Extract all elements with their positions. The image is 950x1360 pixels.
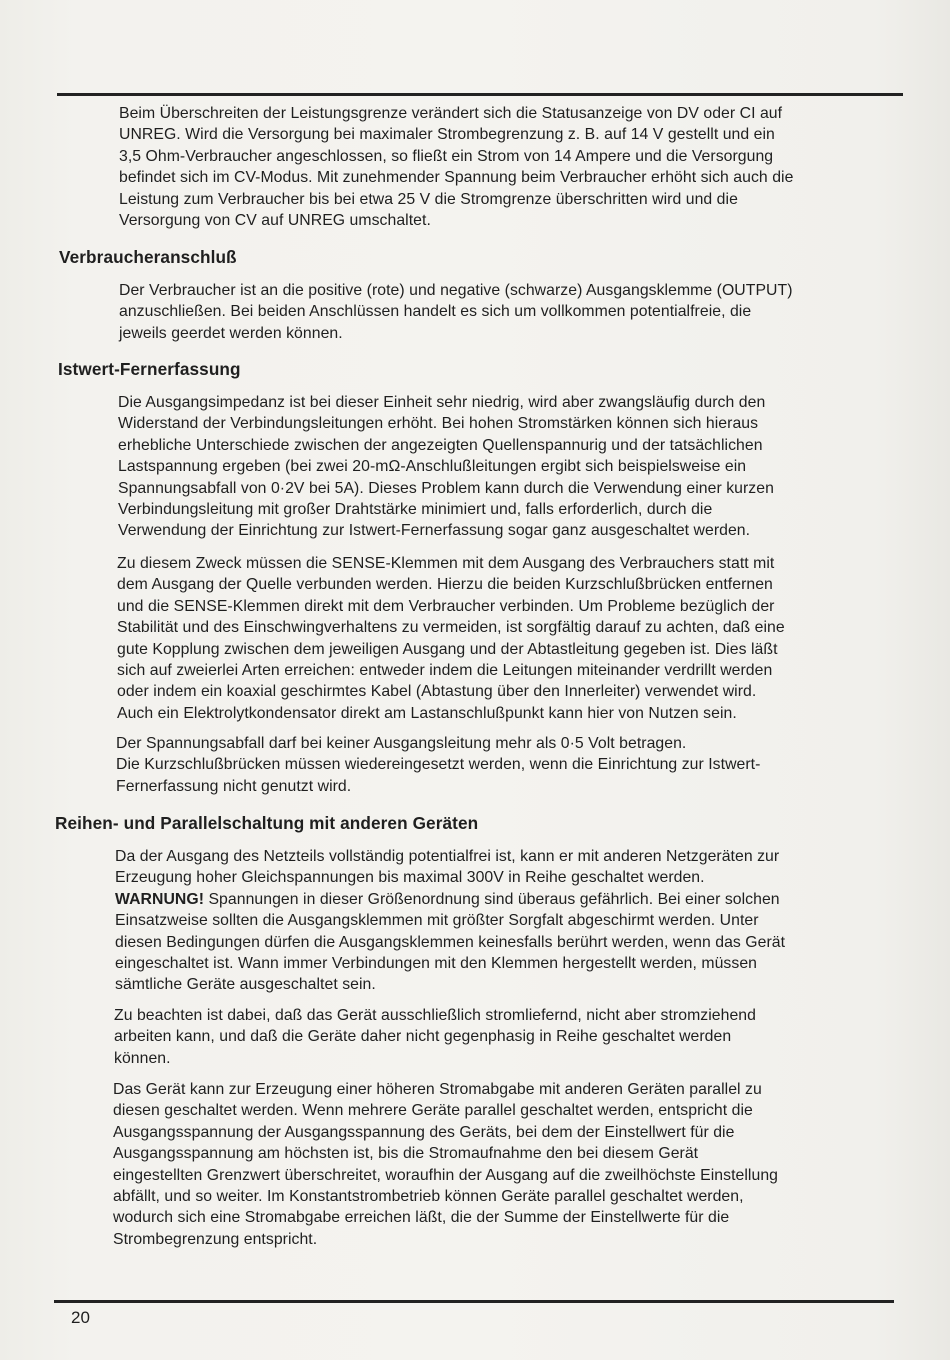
istwert-paragraph-3: Der Spannungsabfall darf bei keiner Ausgangsleitung mehr als 0·5 Volt betragen. Die Kurzschlußbrücken müssen wiedereingesetzt werden, wenn die Einrichtung zur Istwert- Fernerfassung nicht genutzt wird. [116,735,761,795]
reihen-paragraph-1 [115,846,905,996]
warning-text: Spannungen in dieser Größenordnung sind überaus gefährlich. Bei einer solchen Einsatzweise sollten die Ausgangsklemmen mit größter Sorgfalt abgeschirmt werden. Unter diesen Bedingungen dürfen die Ausgangsklemmen keinesfalls berührt werden, wenn das Gerät eingeschaltet ist. Wann immer Verbindungen mit den Klemmen hergestellt werden, müssen sämtliche Geräte ausgeschaltet sein. [115,890,786,994]
reihen-paragraph-2: Zu beachten ist dabei, daß das Gerät ausschließlich stromliefernd, nicht aber stromziehend arbeiten kann, und daß die Geräte daher nicht gegenphasig in Reihe geschaltet werden können. [114,1007,756,1067]
reihen-intro-text: Da der Ausgang des Netzteils vollständig potentialfrei ist, kann er mit anderen Netzgeräten zur Erzeugung hoher Gleichspannungen bis maximal 300V in Reihe geschaltet werden. [115,848,780,887]
reihen-paragraph-3: Das Gerät kann zur Erzeugung einer höheren Stromabgabe mit anderen Geräten parallel zu diesen geschaltet werden. Wenn mehrere Geräte parallel geschaltet werden, entspricht die Ausgangsspannung der Ausgangsspannung des Geräts, bei dem der Einstellwert für die Ausgangsspannung am höchsten ist, bis die Stromaufnahme den bei diesem Gerät eingestellten Grenzwert überschreitet, woraufhin der Ausgang auf die zweilhöchste Einstellung abfällt, und so weiter. Im Konstantstrombetrieb können Geräte parallel geschaltet werden, wodurch sich eine Stromabgabe erreichen läßt, die der Summe der Einstellwerte für die Strombegrenzung entspricht. [113,1081,778,1248]
page-number: 20 [71,1308,90,1327]
warning-label: WARNUNG! [115,890,205,908]
top-rule [57,93,903,96]
istwert-paragraph-2: Zu diesem Zweck müssen die SENSE-Klemmen mit dem Ausgang des Verbrauchers statt mit dem Ausgang der Quelle verbunden werden. Hierzu die beiden Kurzschlußbrücken entfernen und die SENSE-Klemmen direkt mit dem Verbraucher verbinden. Um Probleme bezüglich der Stabilität und des Einschwingverhaltens zu vermeiden, ist sorgfältig darauf zu achten, daß eine gute Kopplung zwischen dem jeweiligen Ausgang und der Abtastleitung gegeben ist. Dies läßt sich auf zweierlei Arten erreichen: entweder indem die Leitungen miteinander verdrillt werden oder indem ein koaxial geschirmtes Kabel (Abtastung über den Innerleiter) verwendet wird. Auch ein Elektrolytkondensator direkt am Lastanschlußpunkt kann hier von Nutzen sein. [117,555,785,722]
heading-reihen-parallelschaltung: Reihen- und Parallelschaltung mit anderen Geräten [55,813,479,833]
istwert-paragraph-1: Die Ausgangsimpedanz ist bei dieser Einheit sehr niedrig, wird aber zwangsläufig durch den Widerstand der Verbindungsleitungen erhöht. Bei hohen Stromstärken können sich hieraus erhebliche Unterschiede zwischen der angezeigten Quellenspannurig und der tatsächlichen Lastspannung ergeben (bei zwei 20-mΩ-Anschlußleitungen ergibt sich beispielsweise ein Spannungsabfall von 0·2V bei 5A). Dieses Problem kann durch die Verwendung einer kurzen Verbindungsleitung mit großer Drahtstärke minimiert und, falls erforderlich, durch die Verwendung der Einrichtung zur Istwert-Fernerfassung sogar ganz ausgeschaltet werden. [118,394,774,540]
bottom-rule [54,1300,894,1303]
verbraucher-paragraph: Der Verbraucher ist an die positive (rote) und negative (schwarze) Ausgangsklemme (OUTPUT) anzuschließen. Bei beiden Anschlüssen handelt es sich um vollkommen potentialfreie, die jeweils geerdet werden können. [119,282,793,342]
heading-verbraucheranschluss: Verbraucheranschluß [59,247,237,267]
heading-istwert-fernerfassung: Istwert-Fernerfassung [58,359,241,379]
overload-paragraph: Beim Überschreiten der Leistungsgrenze verändert sich die Statusanzeige von DV oder CI auf UNREG. Wird die Versorgung bei maximaler Strombegrenzung z. B. auf 14 V gestellt und ein 3,5 Ohm-Verbraucher angeschlossen, so fließt ein Strom von 14 Ampere und die Versorgung befindet sich im CV-Modus. Mit zunehmender Spannung beim Verbraucher erhöht sich auch die Leistung zum Verbraucher bis bei etwa 25 V die Stromgrenze überschritten wird und die Versorgung von CV auf UNREG umschaltet. [119,105,794,230]
